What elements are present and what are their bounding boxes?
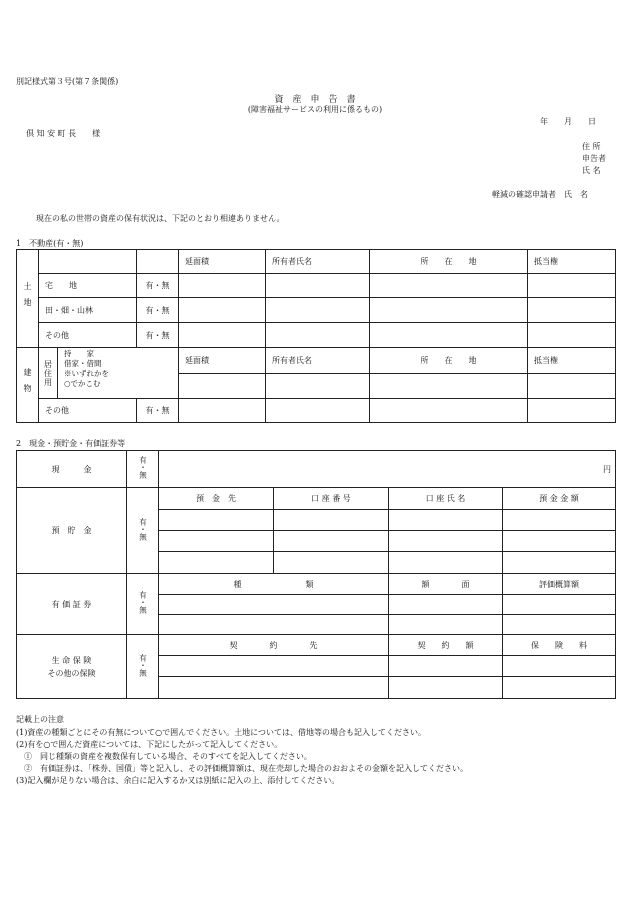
section2-heading: 2 現金・預貯金・有価証券等 <box>16 439 126 448</box>
securities-label: 有 価 証 券 <box>17 574 127 635</box>
yes-no-toggle[interactable]: 有・無 <box>137 298 179 323</box>
input-cell[interactable] <box>503 510 616 531</box>
input-cell[interactable] <box>266 274 370 298</box>
addressee: 倶 知 安 町 長 様 <box>26 129 101 138</box>
col-owner-name: 所有者氏名 <box>266 348 370 374</box>
col-premium: 保 険 料 <box>503 635 616 656</box>
residence-cell <box>39 348 179 399</box>
input-cell[interactable] <box>389 552 503 574</box>
blank-cell <box>39 250 137 274</box>
col-location: 所 在 地 <box>370 250 528 274</box>
input-cell[interactable] <box>179 373 266 399</box>
notes-heading: 記載上の注意 <box>16 715 64 724</box>
residence-label: 居住用 <box>39 348 58 398</box>
col-floor-area: 延面積 <box>179 348 266 374</box>
input-cell[interactable] <box>159 531 274 552</box>
circle-note: ※いずれかを ○でかこむ <box>64 369 109 388</box>
row-residential-land: 宅 地 <box>39 274 137 298</box>
input-cell[interactable] <box>503 531 616 552</box>
input-cell[interactable] <box>528 298 616 323</box>
note-line: (3)記入欄が足りない場合は、余白に記入するか又は別紙に記入の上、添付してください。 <box>16 776 340 785</box>
input-cell[interactable] <box>370 373 528 399</box>
input-cell[interactable] <box>389 595 503 615</box>
rented-house-option[interactable]: 借家・借間 <box>64 359 102 368</box>
yes-no-toggle[interactable]: 有・無 <box>137 274 179 298</box>
input-cell[interactable] <box>389 615 503 635</box>
input-cell[interactable] <box>266 323 370 348</box>
securities-yes-no[interactable]: 有・無 <box>127 574 159 635</box>
input-cell[interactable] <box>266 298 370 323</box>
row-other-building: その他 <box>39 399 137 423</box>
input-cell[interactable] <box>503 595 616 615</box>
input-cell[interactable] <box>159 615 389 635</box>
col-contractor: 契 約 先 <box>159 635 389 656</box>
input-cell[interactable] <box>274 552 389 574</box>
note-line: (1)資産の種類ごとにその有無について○で囲んでください。土地については、借地等の場合も記入してください。 <box>16 728 426 737</box>
input-cell[interactable] <box>159 595 389 615</box>
row-fields: 田・畑・山林 <box>39 298 137 323</box>
land-label: 土地 <box>17 250 39 348</box>
input-cell[interactable] <box>503 677 616 699</box>
savings-yes-no[interactable]: 有・無 <box>127 488 159 574</box>
input-cell[interactable] <box>266 399 370 423</box>
col-deposit-amount: 預 金 金 額 <box>503 488 616 510</box>
note-line: ① 同じ種類の資産を複数保有している場合、そのすべてを記入してください。 <box>16 752 312 761</box>
col-account-number: 口 座 番 号 <box>274 488 389 510</box>
yen-unit: 円 <box>603 464 611 474</box>
yes-no-toggle[interactable]: 有・無 <box>137 399 179 423</box>
input-cell[interactable] <box>370 323 528 348</box>
input-cell[interactable] <box>389 531 503 552</box>
input-cell[interactable] <box>179 298 266 323</box>
input-cell[interactable] <box>503 552 616 574</box>
input-cell[interactable] <box>528 373 616 399</box>
savings-label: 預 貯 金 <box>17 488 127 574</box>
insurance-label: 生 命 保 険 その他の保険 <box>17 635 127 699</box>
input-cell[interactable] <box>389 656 503 677</box>
input-cell[interactable] <box>274 510 389 531</box>
col-account-name: 口 座 氏 名 <box>389 488 503 510</box>
input-cell[interactable] <box>179 399 266 423</box>
input-cell[interactable] <box>179 274 266 298</box>
reduction-applicant-label: 軽減の確認申請者 氏 名 <box>492 190 588 199</box>
applicant-label: 申告者 <box>582 154 606 163</box>
col-security-type: 種 類 <box>159 574 389 595</box>
col-mortgage: 抵当権 <box>528 250 616 274</box>
statement: 現在の私の世帯の資産の保有状況は、下記のとおり相違ありません。 <box>36 214 285 223</box>
col-floor-area: 延面積 <box>179 250 266 274</box>
input-cell[interactable] <box>528 399 616 423</box>
input-cell[interactable] <box>179 323 266 348</box>
address-label: 住 所 <box>582 142 601 151</box>
col-contract-amount: 契 約 額 <box>389 635 503 656</box>
yes-no-toggle[interactable]: 有・無 <box>137 323 179 348</box>
col-owner-name: 所有者氏名 <box>266 250 370 274</box>
row-other-land: その他 <box>39 323 137 348</box>
form-subtitle: (障害福祉サービスの利用に係るもの) <box>247 105 383 114</box>
input-cell[interactable] <box>370 399 528 423</box>
input-cell[interactable] <box>159 552 274 574</box>
date-field[interactable]: 年 月 日 <box>540 117 596 126</box>
input-cell[interactable] <box>389 510 503 531</box>
financial-assets-table <box>16 450 616 699</box>
input-cell[interactable] <box>503 615 616 635</box>
blank-cell <box>137 250 179 274</box>
cash-label: 現 金 <box>17 451 127 488</box>
input-cell[interactable] <box>159 677 389 699</box>
col-location: 所 在 地 <box>370 348 528 374</box>
form-title: 資 産 申 告 書 <box>274 95 356 105</box>
building-label: 建物 <box>17 348 39 423</box>
input-cell[interactable] <box>389 677 503 699</box>
input-cell[interactable] <box>159 656 389 677</box>
input-cell[interactable] <box>159 510 274 531</box>
real-estate-table <box>16 249 616 423</box>
form-number: 別記様式第３号(第７条関係) <box>16 77 119 86</box>
input-cell[interactable] <box>528 274 616 298</box>
cash-yes-no[interactable]: 有・無 <box>127 451 159 488</box>
section1-heading: 1 不動産(有・無) <box>16 239 84 248</box>
name-label: 氏 名 <box>582 166 601 175</box>
note-line: (2)有を○で囲んだ資産については、下記にしたがって記入してください。 <box>16 740 283 749</box>
col-estimated-value: 評価概算額 <box>503 574 616 595</box>
col-mortgage: 抵当権 <box>528 348 616 374</box>
input-cell[interactable] <box>503 656 616 677</box>
input-cell[interactable] <box>266 373 370 399</box>
col-bank: 預 金 先 <box>159 488 274 510</box>
input-cell[interactable] <box>528 323 616 348</box>
owned-house-option[interactable]: 持 家 <box>64 349 94 358</box>
input-cell[interactable] <box>274 531 389 552</box>
col-face-value: 額 面 <box>389 574 503 595</box>
note-line: ② 有価証券は、「株券、国債」等と記入し、その評価概算額は、現在売却した場合のおおよその金額を記入してください。 <box>16 764 468 773</box>
input-cell[interactable] <box>370 274 528 298</box>
cash-amount-field[interactable] <box>159 451 616 488</box>
input-cell[interactable] <box>370 298 528 323</box>
house-type-options[interactable] <box>58 348 109 398</box>
insurance-yes-no[interactable]: 有・無 <box>127 635 159 699</box>
